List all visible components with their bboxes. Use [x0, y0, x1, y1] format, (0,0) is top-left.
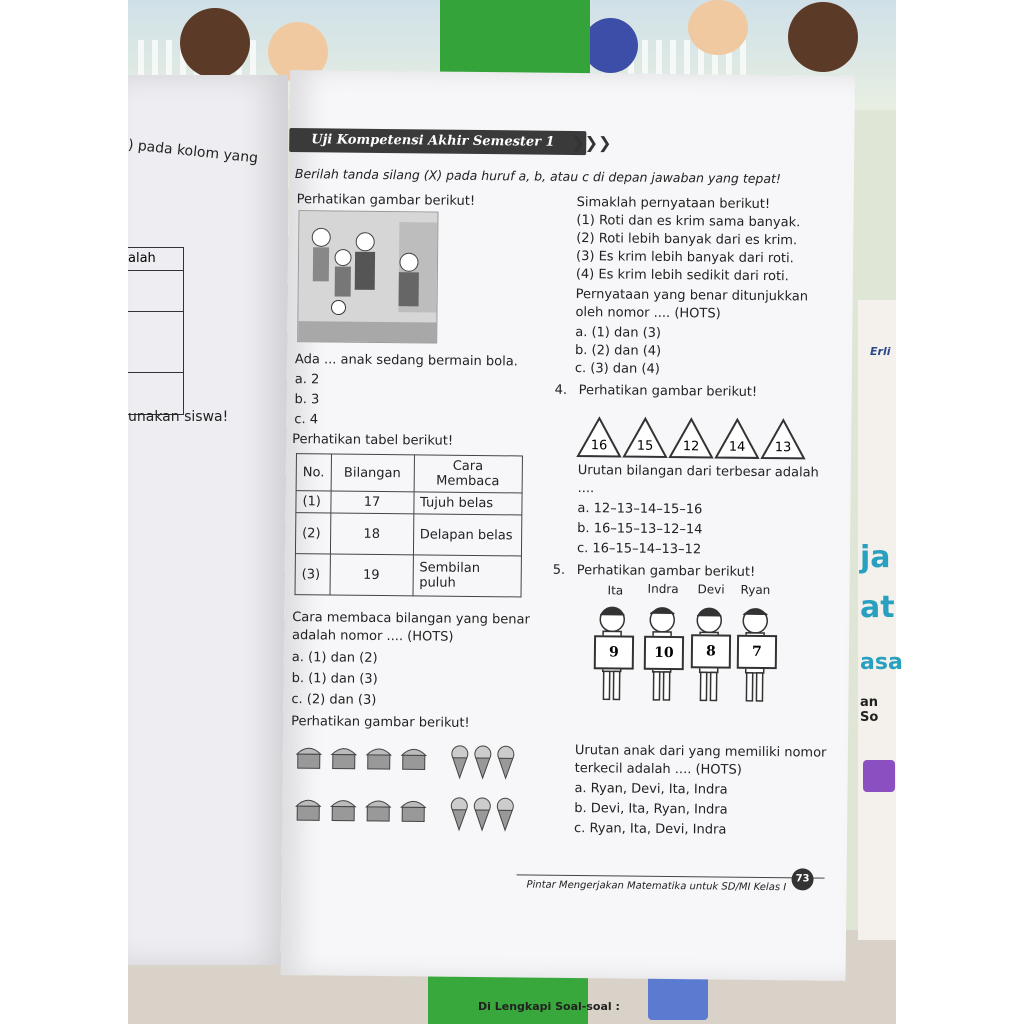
table-row [295, 554, 521, 597]
q5-option[interactable]: b. Devi, Ita, Ryan, Indra [574, 801, 728, 818]
cupcake-row [292, 794, 515, 832]
cartoon-kid-head [788, 2, 858, 72]
table-cell: 18 [330, 513, 413, 555]
q5-number: 5. [552, 562, 566, 578]
q3-option[interactable]: a. (1) dan (3) [575, 325, 662, 341]
table-cell: (1) [296, 491, 331, 513]
left-table-header: alah [128, 248, 183, 271]
left-page-text: unakan siswa! [128, 409, 229, 425]
q5-option[interactable]: a. Ryan, Devi, Ita, Indra [574, 781, 728, 798]
q3-statement: (2) Roti lebih banyak dari es krim. [576, 231, 798, 249]
cartoon-kid-head [180, 8, 250, 78]
q3-intro: Simaklah pernyataan berikut! [576, 195, 771, 213]
cupcake-icon [292, 794, 324, 822]
left-table-cell [128, 373, 183, 413]
table-header: Cara Membaca [414, 455, 522, 493]
photo [127, 0, 903, 1024]
page-title: Uji Kompetensi Akhir Semester 1 [289, 128, 586, 155]
table-cell: 17 [330, 491, 413, 514]
q2-option[interactable]: c. (2) dan (3) [291, 692, 377, 708]
cupcake-icon [397, 795, 429, 823]
operator-block-decoration [863, 760, 895, 792]
q4-question: Urutan bilangan dari terbesar adalah [577, 463, 819, 481]
number-ball-decoration [583, 18, 638, 73]
q4-option[interactable]: b. 16–15–13–12–14 [577, 521, 703, 538]
left-page-table [128, 247, 184, 415]
page-number: 73 [791, 868, 813, 890]
right-cover-word: an So [860, 695, 879, 725]
right-cover-word: ja [860, 540, 891, 575]
table-cell: Delapan belas [413, 514, 521, 556]
cupcake-icon [362, 795, 394, 823]
q5-question: terkecil adalah .... (HOTS) [574, 761, 742, 778]
triangle-number: 13 [760, 418, 806, 460]
table-row [296, 491, 522, 515]
ice-cream-icon [450, 744, 470, 780]
table-cell: Tujuh belas [413, 492, 521, 515]
cupcake-icon [398, 743, 430, 771]
instruction: Berilah tanda silang (X) pada huruf a, b, atau c di depan jawaban yang tepat! [294, 166, 782, 187]
q3-option[interactable]: b. (2) dan (4) [574, 343, 662, 359]
chevrons-icon: ❯❯❯ [571, 132, 612, 153]
q3-prompt: Perhatikan gambar berikut! [291, 714, 470, 731]
triangle-number: 12 [668, 417, 714, 459]
q3-statement: (4) Es krim lebih sedikit dari roti. [575, 267, 789, 285]
soccer-kids-picture [297, 210, 438, 343]
ice-cream-icon [472, 796, 492, 832]
q4-question: .... [577, 481, 595, 497]
cupcake-icon [327, 794, 359, 822]
table-cell: (3) [295, 554, 330, 595]
right-cover-word: Erli [870, 345, 891, 358]
left-table-cell [128, 271, 183, 312]
ice-cream-icon [473, 744, 493, 780]
table-cell: Sembilan puluh [413, 555, 521, 597]
cupcake-icon [293, 742, 325, 770]
left-table-cell [128, 312, 183, 373]
kids-with-cards [576, 581, 787, 735]
ice-cream-icon [449, 796, 469, 832]
q4-prompt: Perhatikan gambar berikut! [578, 383, 758, 400]
q4-option[interactable]: c. 16–15–14–13–12 [576, 541, 702, 558]
kid-name: Ryan [740, 582, 771, 598]
q4-option[interactable]: a. 12–13–14–15–16 [577, 501, 703, 518]
q5-prompt: Perhatikan gambar berikut! [576, 563, 756, 580]
q3-statement: (3) Es krim lebih banyak dari roti. [575, 249, 794, 267]
triangle-number: 14 [714, 417, 760, 459]
table-cell: (2) [295, 513, 330, 554]
left-page-text: ) pada kolom yang [127, 137, 259, 167]
q2-question: adalah nomor .... (HOTS) [291, 628, 454, 645]
ice-cream-icon [495, 796, 515, 832]
q2-prompt: Perhatikan tabel berikut! [292, 432, 454, 449]
q2-option[interactable]: b. (1) dan (3) [291, 671, 378, 687]
cupcake-row [293, 742, 516, 780]
q1-prompt: Perhatikan gambar berikut! [296, 192, 476, 209]
q2-question: Cara membaca bilangan yang benar [292, 610, 530, 628]
q1-option[interactable]: b. 3 [294, 392, 320, 408]
left-page [128, 75, 288, 965]
cupcake-icon [328, 742, 360, 770]
q2-table [295, 453, 523, 597]
number-card: 7 [737, 635, 777, 669]
triangle-number: 16 [576, 416, 622, 458]
q3-statement: (1) Roti dan es krim sama banyak. [576, 213, 801, 231]
ice-cream-icon [496, 744, 516, 780]
kid-name: Ita [607, 583, 624, 598]
right-cover-word: asa [860, 650, 903, 675]
q1-option[interactable]: c. 4 [294, 412, 319, 428]
cartoon-kid-head [688, 0, 748, 55]
kid-name: Indra [647, 581, 679, 597]
bottom-book-text: Di Lengkapi Soal-soal : [478, 1000, 620, 1013]
number-card: 9 [594, 635, 634, 669]
cupcake-icon [363, 743, 395, 771]
table-header: Bilangan [331, 454, 414, 492]
kid-name: Devi [697, 582, 725, 597]
q5-question: Urutan anak dari yang memiliki nomor [574, 743, 827, 761]
right-cover-word: at [860, 590, 895, 625]
q5-option[interactable]: c. Ryan, Ita, Devi, Indra [573, 821, 727, 838]
table-header: No. [296, 454, 331, 491]
number-card: 8 [691, 634, 731, 668]
q2-option[interactable]: a. (1) dan (2) [291, 650, 378, 666]
q4-number: 4. [554, 382, 568, 398]
table-cell: 19 [330, 554, 413, 596]
q3-question: oleh nomor .... (HOTS) [575, 305, 721, 322]
q3-option[interactable]: c. (3) dan (4) [574, 361, 660, 377]
q1-option[interactable]: a. 2 [294, 372, 320, 388]
table-row [295, 513, 521, 556]
q1-question: Ada ... anak sedang bermain bola. [294, 352, 518, 370]
q3-question: Pernyataan yang benar ditunjukkan [575, 287, 809, 305]
triangle-number: 15 [622, 416, 668, 458]
number-card: 10 [644, 636, 684, 670]
right-page [281, 70, 855, 981]
page-footer: Pintar Mengerjakan Matematika untuk SD/MI Kelas I [516, 874, 824, 898]
number-triangles [576, 416, 806, 460]
